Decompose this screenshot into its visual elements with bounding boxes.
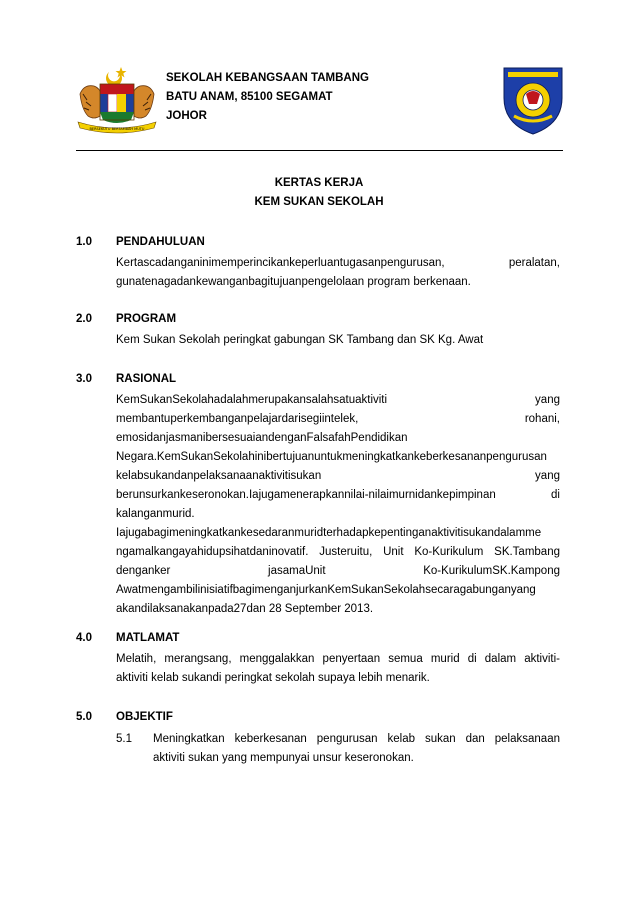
- section-heading-matlamat: MATLAMAT: [116, 632, 180, 644]
- text-line: kelabsukandanpelaksanaanaktivitisukan yang: [116, 470, 560, 482]
- section-heading-rasional: RASIONAL: [116, 373, 177, 385]
- subsection-body: [153, 730, 560, 768]
- section-body-pendahuluan: [116, 254, 560, 292]
- text-line: Kertascadanganinimemperincikankeperluantugasanpengurusan, peralatan,: [116, 257, 560, 269]
- text-line: Melatih, merangsang, menggalakkan penyertaan semua murid di dalam aktiviti-: [116, 653, 560, 665]
- school-address: [166, 69, 369, 126]
- text-line: akandilaksanakanpada27dan 28 September 2013.: [116, 603, 374, 615]
- text-line: Negara.KemSukanSekolahinibertujuanuntukmeningkatkankeberkesananpengurusan: [116, 451, 547, 463]
- section-number: 4.0: [76, 632, 92, 644]
- text-line: emosidanjasmanibersesuaiandenganFalsafahPendidikan: [116, 432, 408, 444]
- subsection-number: 5.1: [116, 733, 132, 745]
- text-line: Meningkatkan keberkesanan pengurusan kelab sukan dan pelaksanaan: [153, 733, 560, 745]
- text-line: ngamalkangayahidupsihatdaninovatif. Justeruitu, Unit Ko-Kurikulum SK.Tambang: [116, 546, 560, 558]
- section-number: 2.0: [76, 313, 92, 325]
- section-body-program: [116, 331, 560, 350]
- section-body-rasional: [116, 391, 560, 619]
- text-line: kalanganmurid.: [116, 508, 195, 520]
- school-state: JOHOR: [166, 110, 207, 122]
- section-heading-pendahuluan: PENDAHULUAN: [116, 236, 205, 248]
- document-subtitle: KEM SUKAN SEKOLAH: [254, 196, 384, 208]
- text-line: aktiviti sukan yang mempunyai unsur keseronokan.: [153, 752, 414, 764]
- section-heading-program: PROGRAM: [116, 313, 177, 325]
- text-line: berunsurkankeseronokan.Iajugamenerapkannilai-nilaimurnidankepimpinan di: [116, 489, 560, 501]
- header-divider: [76, 150, 563, 151]
- svg-text:BERSEKUTU BERTAMBAH MUTU: BERSEKUTU BERTAMBAH MUTU: [89, 127, 145, 131]
- text-line: aktiviti kelab sukandi peringkat sekolah supaya lebih menarik.: [116, 672, 430, 684]
- text-line: gunatenagadankewanganbagitujuanpengelolaan program berkenaan.: [116, 276, 471, 288]
- section-number: 1.0: [76, 236, 92, 248]
- school-name: SEKOLAH KEBANGSAAN TAMBANG: [166, 72, 369, 84]
- text-line: membantuperkembanganpelajardarisegiintelek, rohani,: [116, 413, 560, 425]
- text-line: Kem Sukan Sekolah peringkat gabungan SK Tambang dan SK Kg. Awat: [116, 334, 484, 346]
- text-line: Iajugabagimeningkatkankesedaranmuridterhadapkepentinganaktivitisukandalamme: [116, 527, 542, 539]
- school-address-line: BATU ANAM, 85100 SEGAMAT: [166, 91, 333, 103]
- section-number: 3.0: [76, 373, 92, 385]
- section-number: 5.0: [76, 711, 92, 723]
- school-crest-logo: [500, 64, 566, 136]
- section-heading-objektif: OBJEKTIF: [116, 711, 173, 723]
- coat-of-arms-logo: [74, 64, 160, 136]
- text-line: AwatmengambilinisiatifbagimenganjurkanKemSukanSekolahsecaragabunganyang: [116, 584, 536, 596]
- text-line: denganker jasamaUnit Ko-KurikulumSK.Kampong: [116, 565, 560, 577]
- document-title: KERTAS KERJA: [274, 177, 364, 189]
- text-line: KemSukanSekolahadalahmerupakansalahsatuaktiviti yang: [116, 394, 560, 406]
- section-body-matlamat: [116, 650, 560, 688]
